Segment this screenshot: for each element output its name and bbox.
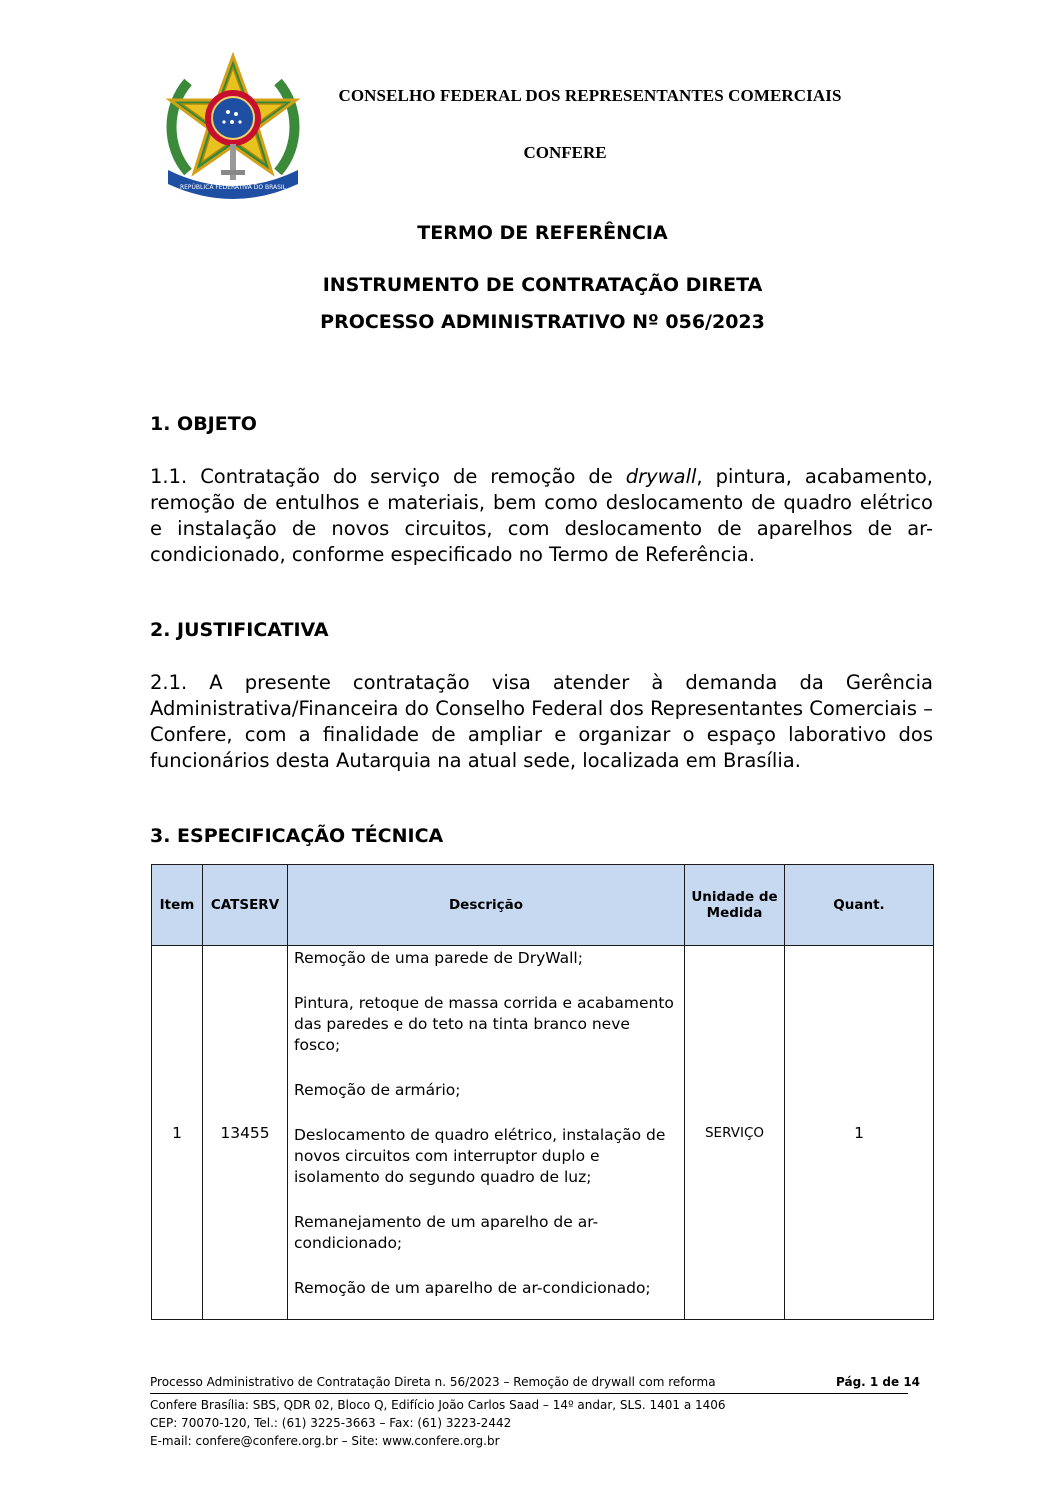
- section-heading-justificativa: 2. JUSTIFICATIVA: [150, 619, 329, 641]
- svg-text:REPÚBLICA FEDERATIVA DO BRASIL: REPÚBLICA FEDERATIVA DO BRASIL: [179, 184, 287, 191]
- table-header-row: [152, 865, 934, 946]
- paragraph-objeto-prefix: 1.1. Contratação do serviço de remoção de: [150, 465, 626, 488]
- cell-item: 1: [152, 946, 203, 1320]
- footer-divider: [150, 1393, 908, 1394]
- document-title: TERMO DE REFERÊNCIA: [417, 222, 668, 244]
- section-heading-objeto: 1. OBJETO: [150, 413, 257, 435]
- description-line: Deslocamento de quadro elétrico, instalação de novos circuitos com interruptor duplo e isolamento do segundo quadro de luz;: [294, 1126, 666, 1186]
- header-catserv: CATSERV: [203, 865, 288, 946]
- description-line: Pintura, retoque de massa corrida e acabamento das paredes e do teto na tinta branco neve fosco;: [294, 994, 674, 1054]
- header-descricao: Descrição: [288, 865, 685, 946]
- cell-quant: 1: [785, 946, 934, 1320]
- brazil-coat-of-arms-icon: [158, 52, 308, 202]
- document-subtitle: INSTRUMENTO DE CONTRATAÇÃO DIRETA: [322, 274, 763, 296]
- paragraph-objeto-suffix: , pintura, acabamento, remoção de entulhos e materiais, bem como deslocamento de quadro elétrico e instalação de novos circuitos, com deslocamento de aparelhos de ar-condicionado, conforme especificado no Termo de Referência.: [150, 465, 933, 566]
- paragraph-objeto: [150, 464, 933, 568]
- footer-reference: Processo Administrativo de Contratação Direta n. 56/2023 – Remoção de drywall com reforma: [150, 1375, 716, 1389]
- footer-contact-line: CEP: 70070-120, Tel.: (61) 3225-3663 – Fax: (61) 3223-2442: [150, 1416, 512, 1430]
- paragraph-justificativa: 2.1. A presente contratação visa atender à demanda da Gerência Administrativa/Financeira do Conselho Federal dos Representantes Comerciais – Confere, com a finalidade de ampliar e organizar o espaço laborativo dos funcionários desta Autarquia na atual sede, localizada em Brasília.: [150, 671, 933, 772]
- cell-unidade: SERVIÇO: [685, 946, 785, 1320]
- description-line: Remoção de um aparelho de ar-condicionado;: [294, 1279, 651, 1297]
- footer-email-line: E-mail: confere@confere.org.br – Site: www.confere.org.br: [150, 1434, 500, 1448]
- specification-table: [151, 864, 934, 1320]
- footer-page-number: Pág. 1 de 14: [836, 1375, 921, 1389]
- header-item: Item: [152, 865, 203, 946]
- header-quant: Quant.: [785, 865, 934, 946]
- organization-abbreviation: CONFERE: [523, 143, 607, 162]
- paragraph-objeto-italic: drywall: [625, 465, 697, 488]
- description-line: Remoção de uma parede de DryWall;: [294, 949, 583, 967]
- description-line: Remanejamento de um aparelho de ar-condicionado;: [294, 1213, 599, 1252]
- cell-catserv: 13455: [203, 946, 288, 1320]
- footer-address-line: Confere Brasília: SBS, QDR 02, Bloco Q, Edifício João Carlos Saad – 14º andar, SLS. 1401 a 1406: [150, 1398, 726, 1412]
- description-line: Remoção de armário;: [294, 1081, 461, 1099]
- organization-name: CONSELHO FEDERAL DOS REPRESENTANTES COMERCIAIS: [338, 86, 842, 105]
- section-heading-especificacao: 3. ESPECIFICAÇÃO TÉCNICA: [150, 825, 444, 847]
- cell-descricao: [288, 946, 685, 1320]
- table-row: [152, 946, 934, 1320]
- header-unidade: Unidade de Medida: [685, 865, 785, 946]
- process-number: PROCESSO ADMINISTRATIVO Nº 056/2023: [320, 311, 765, 333]
